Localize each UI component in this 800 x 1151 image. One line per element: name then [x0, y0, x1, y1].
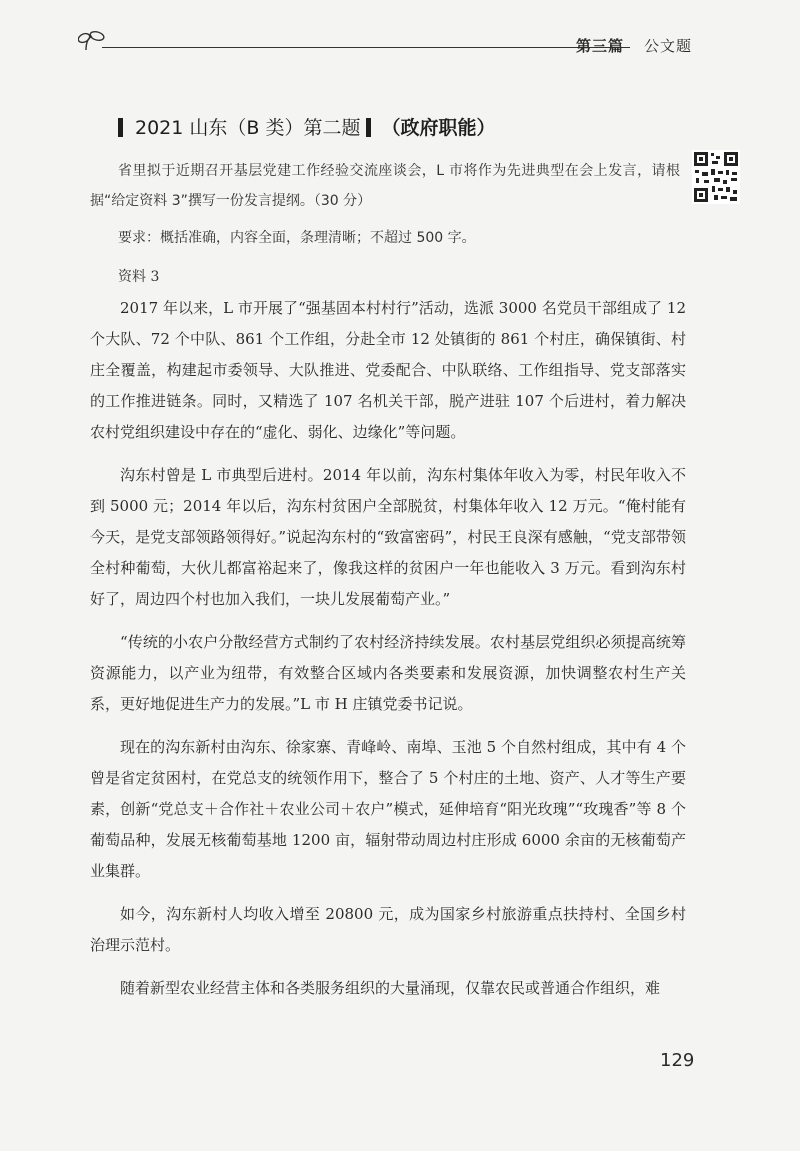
material-label: 资料 3	[118, 269, 160, 285]
question-title	[118, 113, 495, 140]
header-rule	[102, 47, 630, 48]
header-section: 第三篇	[575, 37, 624, 55]
material-paragraph: 如今，沟东新村人均收入增至 20800 元，成为国家乡村旅游重点扶持村、全国乡村治理示范村。	[90, 905, 686, 954]
material-paragraph: 随着新型农业经营主体和各类服务组织的大量涌现，仅靠农民或普通合作组织，难	[120, 979, 661, 997]
sprout-icon	[78, 30, 108, 52]
question-tag: （政府职能）	[381, 117, 496, 139]
material-paragraph: “传统的小农户分散经营方式制约了农村经济持续发展。农村基层党组织必须提高统筹资源能力，以产业为纽带，有效整合区域内各类要素和发展资源，加快调整农村生产关系，更好地促进生产力的发展。”L 市 H 庄镇党委书记说。	[90, 633, 686, 713]
header-category: 公文题	[643, 37, 692, 55]
material-paragraph: 2017 年以来，L 市开展了“强基固本村村行”活动，选派 3000 名党员干部组成了 12 个大队、72 个中队、861 个工作组，分赴全市 12 处镇街的 861 个村庄，确保镇街、村庄全覆盖，构建起市委领导、大队推进、党委配合、中队联络、工作组指导、党支部落实的工作推进链条。同时，又精选了 107 名机关干部，脱产进驻 107 个后进村，着力解决农村党组织建设中存在的“虚化、弱化、边缘化”等问题。	[90, 299, 686, 441]
title-bar-left	[118, 118, 123, 137]
qr-code-icon	[692, 150, 740, 204]
material-paragraph: 现在的沟东新村由沟东、徐家寨、青峰岭、南埠、玉池 5 个自然村组成，其中有 4 个曾是省定贫困村，在党总支的统领作用下，整合了 5 个村庄的土地、资产、人才等生产要素，创新“党总支＋合作社＋农业公司＋农户”模式，延伸培育“阳光玫瑰”“玫瑰香”等 8 个葡萄品种，发展无核葡萄基地 1200 亩，辐射带动周边村庄形成 6000 余亩的无核葡萄产业集群。	[90, 738, 686, 880]
material-paragraph: 沟东村曾是 L 市典型后进村。2014 年以前，沟东村集体年收入为零，村民年收入不到 5000 元；2014 年以后，沟东村贫困户全部脱贫，村集体年收入 12 万元。“俺村能有今天，是党支部领路领得好。”说起沟东村的“致富密码”，村民王良深有感触，“党支部带领全村种葡萄，大伙儿都富裕起来了，像我这样的贫困户一年也能收入 3 万元。看到沟东村好了，周边四个村也加入我们，一块儿发展葡萄产业。”	[90, 466, 686, 608]
question-requirement: 要求：概括准确，内容全面，条理清晰；不超过 500 字。	[118, 230, 476, 246]
question-title-text: 2021 山东（B 类）第二题	[135, 117, 361, 139]
question-prompt: 省里拟于近期召开基层党建工作经验交流座谈会，L 市将作为先进典型在会上发言，请根据“给定资料 3”撰写一份发言提纲。（30 分）	[90, 163, 680, 209]
page-number: 129	[660, 1050, 695, 1071]
running-header	[78, 28, 692, 68]
title-bar-right	[366, 118, 371, 137]
material-body	[90, 293, 686, 1016]
